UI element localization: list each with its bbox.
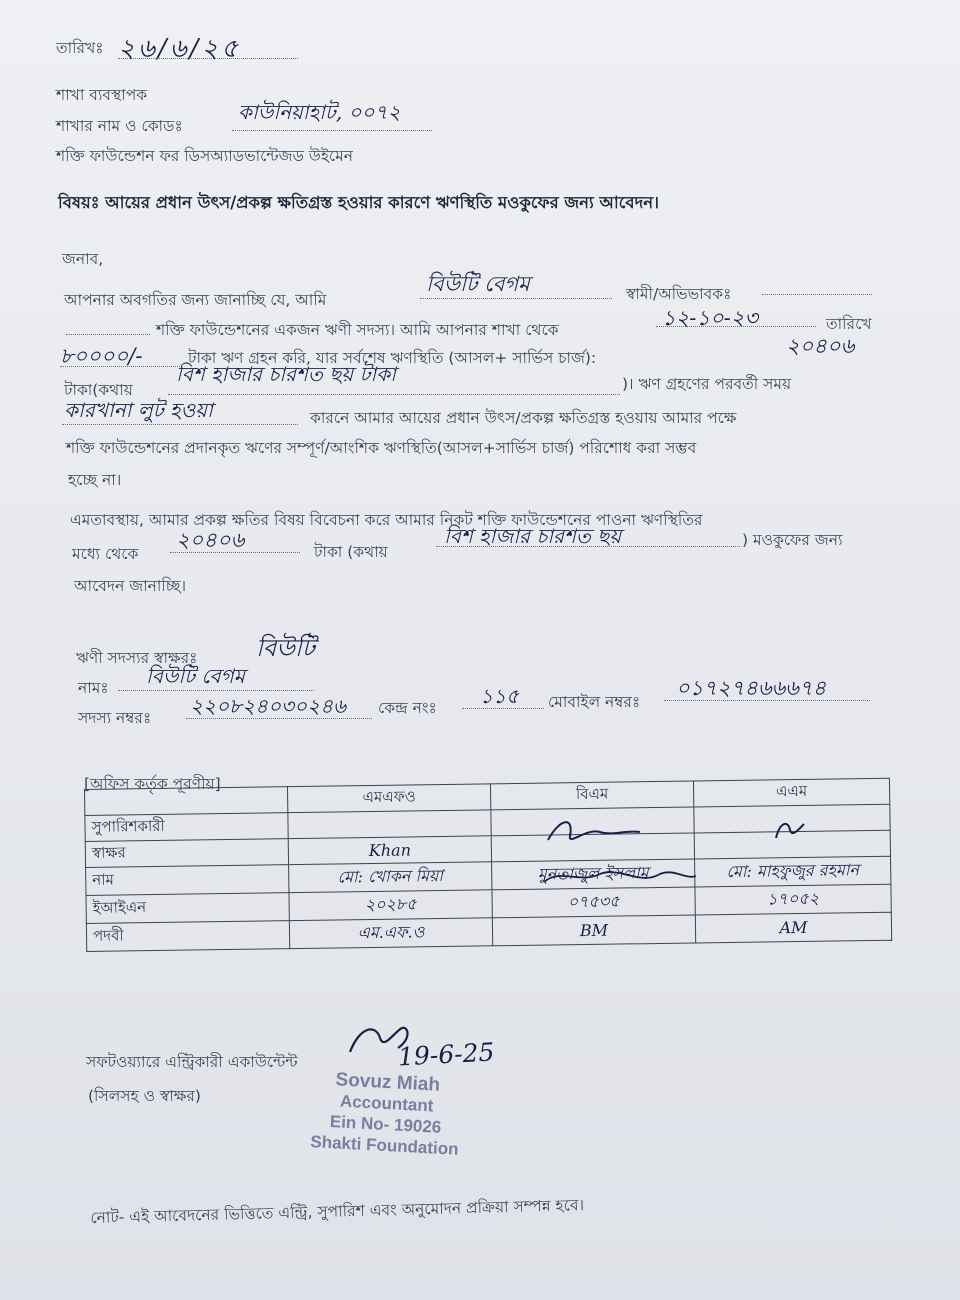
table-cell: ০৭৫৩৫ <box>492 887 695 918</box>
reason-fill: কারখানা লুট হওয়া <box>64 398 213 422</box>
accountant-stamp <box>310 1068 462 1160</box>
guardian-dotline-2 <box>66 334 150 335</box>
stamp-title: Accountant <box>339 1091 434 1116</box>
p1-member-text: শক্তি ফাউন্ডেশনের একজন ঋণী সদস্য। আমি আপনার শাখা থেকে <box>156 321 559 339</box>
branch-label: শাখার নাম ও কোডঃ <box>56 117 183 135</box>
p2-closing: আবেদন জানাচ্ছি। <box>74 577 187 595</box>
applicant-signature: বিউটি <box>256 634 315 662</box>
p1-reason-text: কারনে আমার আয়ের প্রধান উৎস/প্রকল্প ক্ষতিগ্রস্ত হওয়ায় আমার পক্ষে <box>310 409 737 427</box>
salutation: জনাব, <box>62 250 104 268</box>
p1-after-loan: )। ঋণ গ্রহণের পরবর্তী সময় <box>622 375 792 393</box>
applicant-name-fill: বিউটি বেগম <box>426 272 530 296</box>
recipient-title: শাখা ব্যবস্থাপক <box>56 86 148 104</box>
table-header-cell: বিএম <box>490 781 693 810</box>
table-cell: মো: খোকন মিয়া <box>289 862 492 893</box>
loan-amount-fill: ৮০০০০/- <box>60 344 143 368</box>
mobile-value: ০১৭২৭৪৬৬৬৭৪ <box>676 676 827 700</box>
waive-words-fill: বিশ হাজার চারশত ছয় <box>444 524 622 548</box>
row-label: সুপারিশকারী <box>85 813 288 842</box>
office-use-table <box>84 778 892 952</box>
member-no-label: সদস্য নম্বরঃ <box>78 709 152 727</box>
date-suffix: তারিখে <box>826 315 872 333</box>
guardian-dotline <box>762 294 872 295</box>
waive-amount-fill: ২০৪০৬ <box>176 528 245 552</box>
applicant-name-dotline <box>118 690 314 691</box>
am-signature-scribble <box>770 816 810 846</box>
table-cell: AM <box>695 912 891 943</box>
name-dotline <box>420 298 612 299</box>
branch-value: কাউনিয়াহাট, ০০৭২ <box>238 100 401 124</box>
mobile-dotline <box>664 700 870 701</box>
table-cell: ১৭০৫২ <box>695 884 891 915</box>
table-cell: এম.এফ.ও <box>289 918 492 949</box>
footer-note: নোট- এই আবেদনের ভিত্তিতে এন্ট্রি, সুপারিশ এবং অনুমোদন প্রক্রিয়া সম্পন্ন হবে। <box>90 1196 585 1227</box>
center-label: কেন্দ্র নংঃ <box>378 699 437 717</box>
date-dotline <box>118 58 298 59</box>
office-heading: [অফিস কর্তৃক পূরণীয়] <box>84 775 221 793</box>
member-no-value: ২২০৮২৪০৩০২৪৬ <box>190 694 346 718</box>
accountant-label: সফটওয়্যারে এন্ট্রিকারী একাউন্টেন্ট <box>86 1053 298 1071</box>
table-cell: Khan <box>288 836 491 865</box>
center-dotline <box>462 708 544 709</box>
subject-line: বিষয়ঃ আয়ের প্রধান উৎস/প্রকল্প ক্ষতিগ্রস্ত হওয়ার কারণে ঋণস্থিতি মওকুফের জন্য আবেদন। <box>58 193 660 212</box>
balance-words-fill: বিশ হাজার চারশত ছয় টাকা <box>176 362 396 386</box>
row-label: পদবী <box>86 921 289 952</box>
row-label: স্বাক্ষর <box>85 839 288 868</box>
bm-signature-scribble <box>540 812 650 852</box>
member-no-dotline <box>186 718 372 719</box>
reason-dotline <box>62 424 298 425</box>
table-header-cell: এমএফও <box>287 784 490 813</box>
table-cell: মো: মাহফুজুর রহমান <box>695 856 891 887</box>
row-label: ইআইএন <box>86 893 289 924</box>
table-cell: মুনতাজুল ইসলাম <box>492 859 695 890</box>
branch-dotline <box>232 130 432 131</box>
p1-balance-text: টাকা ঋণ গ্রহন করি, যার সর্বশেষ ঋণস্থিতি (আসল+ সার্ভিস চার্জ): <box>188 349 597 367</box>
bm-name-signature-scribble <box>540 862 700 892</box>
table-header-cell: এএম <box>693 778 889 807</box>
table-cell <box>288 810 491 839</box>
waive-amount-dotline <box>170 552 300 553</box>
accountant-seal-label: (সিলসহ ও স্বাক্ষর) <box>88 1087 201 1105</box>
table-cell: ২০২৮৫ <box>289 890 492 921</box>
guardian-label: স্বামী/অভিভাবকঃ <box>626 285 732 303</box>
p2-from: মধ্যে থেকে <box>72 545 139 563</box>
loan-date-dotline <box>656 326 816 327</box>
table-header-cell <box>85 787 288 816</box>
loan-date-fill: ১২-১০-২৩ <box>662 306 759 330</box>
applicant-signature-label: ঋণী সদস্যর স্বাক্ষরঃ <box>76 649 198 667</box>
date-label: তারিখঃ <box>56 39 104 57</box>
row-label: নাম <box>86 865 289 896</box>
mobile-label: মোবাইল নম্বরঃ <box>548 693 641 711</box>
waive-words-dotline <box>436 546 740 547</box>
p1-repay-text: শক্তি ফাউন্ডেশনের প্রদানকৃত ঋণের সম্পূর্ণ/আংশিক ঋণস্থিতি(আসল+সার্ভিস চার্জ) পরিশোধ করা সম্ভব <box>66 439 697 457</box>
applicant-name-value: বিউটি বেগম <box>146 664 245 688</box>
loan-amount-dotline <box>60 366 182 367</box>
p2-taka: টাকা (কথায় <box>314 543 388 561</box>
balance-words-dotline <box>168 394 620 395</box>
date-value: ২৬/৬/২৫ <box>118 34 242 64</box>
stamp-org: Shakti Foundation <box>309 1132 460 1159</box>
p2-for-waiver: ) মওকুফের জন্য <box>742 531 843 549</box>
stamp-name: Sovuz Miah <box>335 1069 441 1096</box>
in-words-label: টাকা(কথায় <box>64 381 133 399</box>
balance-fill: ২০৪০৬ <box>786 334 855 358</box>
applicant-name-label: নামঃ <box>78 679 109 697</box>
center-value: ১১৫ <box>480 684 519 708</box>
stamp-ein: Ein No- 19026 <box>329 1112 442 1137</box>
p1-closing: হচ্ছে না। <box>68 471 122 489</box>
accountant-signed-date: 19-6-25 <box>397 1037 496 1072</box>
org-name: শক্তি ফাউন্ডেশন ফর ডিসঅ্যাডভান্টেজড উইমেন <box>56 147 354 165</box>
table-cell: BM <box>492 915 695 946</box>
p1-intro: আপনার অবগতির জন্য জানাচ্ছি যে, আমি <box>64 291 327 309</box>
p2-intro: এমতাবস্থায়, আমার প্রকল্প ক্ষতির বিষয় বিবেচনা করে আমার নিকট শক্তি ফাউন্ডেশনের পাওনা ঋণস্থিতির <box>70 511 703 529</box>
